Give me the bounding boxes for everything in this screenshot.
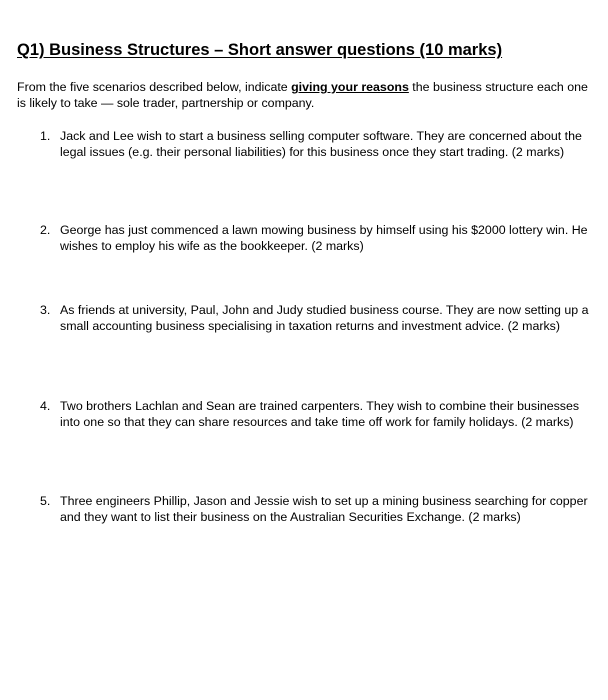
instructions-text-end: the business structure each one is likely to take — sole trader, partnership or company. [17, 80, 588, 110]
question-item-3 [40, 302, 592, 334]
question-item-2 [40, 222, 592, 254]
question-item-4 [40, 398, 592, 430]
question-number: 1. [40, 129, 51, 143]
question-text: George has just commenced a lawn mowing business by himself using his $2000 lottery win. He wishes to employ his wife as the bookkeeper. (2 marks) [60, 223, 588, 253]
page-title: Q1) Business Structures – Short answer questions (10 marks) [17, 41, 503, 59]
question-item-1 [40, 128, 592, 160]
question-text: Two brothers Lachlan and Sean are trained carpenters. They wish to combine their businesses into one so that they can share resources and take time off work for family holidays. (2 marks) [60, 399, 580, 429]
question-item-5 [40, 493, 592, 525]
question-text: As friends at university, Paul, John and Judy studied business course. They are now setting up a small accounting business specialising in taxation returns and investment advice. (2 marks) [60, 303, 589, 333]
instructions-text-start: From the five scenarios described below, indicate [17, 80, 292, 94]
question-text: Three engineers Phillip, Jason and Jessie wish to set up a mining business searching for copper and they want to list their business on the Australian Securities Exchange. (2 marks) [60, 494, 588, 524]
question-number: 4. [40, 399, 51, 413]
question-number: 5. [40, 494, 51, 508]
instructions-emphasis: giving your reasons [291, 80, 409, 94]
question-number: 3. [40, 303, 51, 317]
question-text: Jack and Lee wish to start a business selling computer software. They are concerned about the legal issues (e.g. their personal liabilities) for this business once they start trading. (2 marks) [60, 129, 582, 159]
question-number: 2. [40, 223, 51, 237]
instructions-paragraph [17, 79, 592, 111]
